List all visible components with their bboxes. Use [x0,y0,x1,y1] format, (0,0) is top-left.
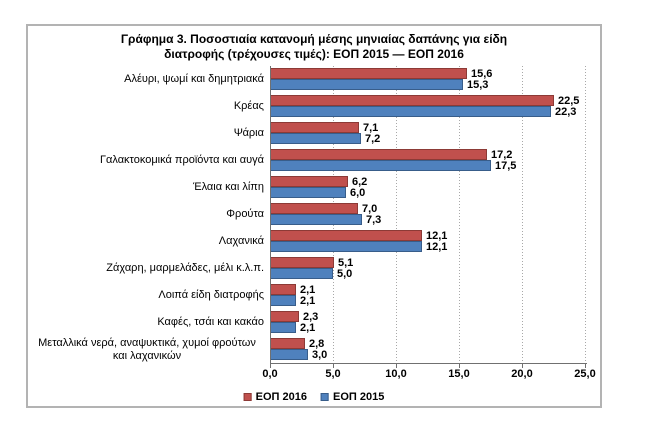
y-axis-line [270,66,271,364]
category-label [30,93,264,120]
category-label-text: Καφές, τσάι και κακάο [157,316,264,328]
category-label-text: Λαχανικά [218,235,264,247]
category-label [30,174,264,201]
bar-eop-2015 [270,241,422,252]
chart-title [28,32,600,62]
bar-row [270,120,586,147]
bar-eop-2015 [270,79,463,90]
category-label [30,336,264,363]
x-tick-label: 0,0 [262,368,278,380]
category-label [30,228,264,255]
category-label-text: Μεταλλικά νερά, αναψυκτικά, χυμοί φρούτων και λαχανικών [38,336,256,362]
chart-figure [26,24,602,408]
plot-area [270,66,586,363]
value-label: 6,2 [352,176,368,188]
value-label: 2,1 [300,295,316,307]
bar-row [270,201,586,228]
x-tick-label: 25,0 [574,368,596,380]
legend-color-swatch [244,393,252,401]
value-label: 7,0 [362,203,378,215]
category-label [30,201,264,228]
value-label: 22,5 [558,95,580,107]
bar-eop-2016 [270,230,422,241]
chart-title-line2: διατροφής (τρέχουσες τιμές): ΕΟΠ 2015 — ΕΟΠ 2016 [164,47,464,61]
bar-row [270,336,586,363]
category-label [30,66,264,93]
chart-title-line1: Γράφημα 3. Ποσοστιαία κατανομή μέσης μηνιαίας δαπάνης για είδη [120,32,508,46]
category-label [30,282,264,309]
x-tick-label: 20,0 [511,368,533,380]
bar-eop-2015 [270,295,296,306]
legend-color-swatch [321,393,329,401]
bar-row [270,228,586,255]
category-label-text: Αλέυρι, ψωμί και δημητριακά [124,73,264,85]
bar-row [270,282,586,309]
x-tick-label: 10,0 [385,368,407,380]
value-label: 12,1 [426,230,448,242]
bar-eop-2016 [270,95,554,106]
bar-eop-2016 [270,257,334,268]
value-label: 2,1 [300,284,316,296]
bar-eop-2016 [270,311,299,322]
value-label: 6,0 [350,187,366,199]
category-label-text: Γαλακτοκομικά προϊόντα και αυγά [99,154,264,166]
bar-eop-2016 [270,68,467,79]
category-label-text: Κρέας [233,100,264,112]
bar-eop-2015 [270,160,491,171]
bar-row [270,174,586,201]
value-label: 5,0 [337,268,353,280]
x-axis-line [270,363,587,364]
bar-eop-2016 [270,122,359,133]
bar-row [270,255,586,282]
category-label-text: Λοιπά είδη διατροφής [158,289,264,301]
value-label: 3,0 [312,349,328,361]
x-tick-label: 5,0 [325,368,341,380]
bar-eop-2015 [270,187,346,198]
value-label: 7,2 [365,133,381,145]
bar-eop-2015 [270,214,362,225]
value-label: 22,3 [555,106,577,118]
category-label [30,255,264,282]
value-label: 17,2 [491,149,513,161]
bar-eop-2016 [270,203,358,214]
value-label: 5,1 [338,257,354,269]
bar-eop-2015 [270,133,361,144]
legend-label: ΕΟΠ 2015 [333,391,385,403]
category-label [30,120,264,147]
category-label-text: Έλαια και λίπη [192,181,264,193]
legend-item [244,391,307,403]
value-label: 2,1 [300,322,316,334]
bar-eop-2015 [270,268,333,279]
value-label: 2,3 [303,311,319,323]
bar-row [270,66,586,93]
bar-eop-2016 [270,149,487,160]
legend-item [321,391,384,403]
bar-eop-2016 [270,284,296,295]
value-label: 7,3 [366,214,382,226]
bar-eop-2015 [270,349,308,360]
bar-eop-2015 [270,106,551,117]
bar-eop-2015 [270,322,296,333]
value-label: 17,5 [495,160,517,172]
value-label: 12,1 [426,241,448,253]
value-label: 15,3 [467,79,489,91]
bar-eop-2016 [270,338,305,349]
category-label-text: Ψάρια [233,127,264,139]
value-label: 2,8 [309,338,325,350]
bar-eop-2016 [270,176,348,187]
category-label-text: Ζάχαρη, μαρμελάδες, μέλι κ.λ.π. [106,262,264,274]
category-label-text: Φρούτα [226,208,264,220]
category-label [30,147,264,174]
bar-row [270,309,586,336]
category-label [30,309,264,336]
bar-row [270,147,586,174]
legend-label: ΕΟΠ 2016 [255,391,307,403]
value-label: 7,1 [363,122,379,134]
legend [244,391,385,403]
value-label: 15,6 [471,68,493,80]
bar-row [270,93,586,120]
x-tick-label: 15,0 [448,368,470,380]
